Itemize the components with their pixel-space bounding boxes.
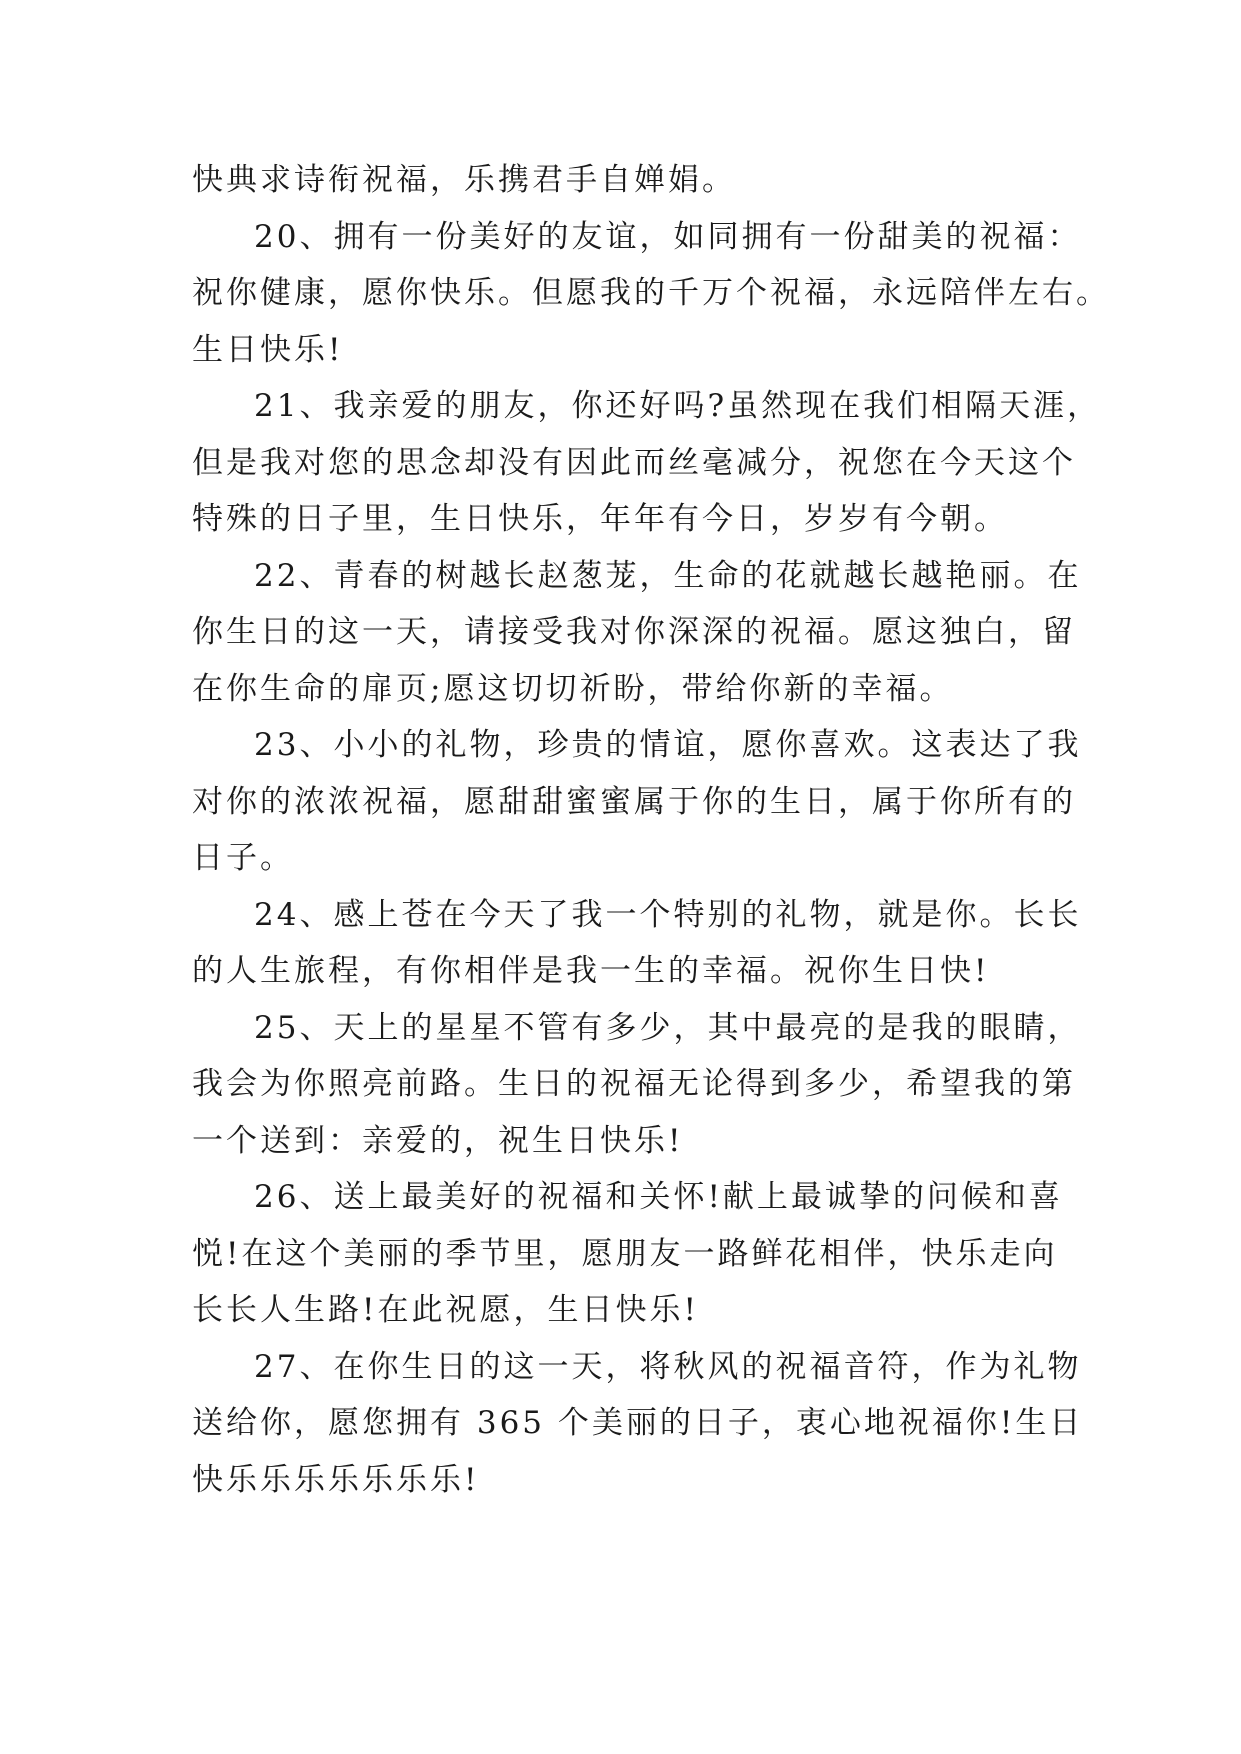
text-line: 一个送到：亲爱的，祝生日快乐!: [192, 1122, 684, 1159]
paragraph-20: [192, 209, 1110, 379]
document-body: [192, 152, 1110, 1508]
text-line: 但是我对您的思念却没有因此而丝毫减分，祝您在今天这个: [192, 444, 1076, 481]
text-line: 悦!在这个美丽的季节里，愿朋友一路鲜花相伴，快乐走向: [192, 1235, 1058, 1272]
text-line: 在你生命的扉页;愿这切切祈盼，带给你新的幸福。: [192, 670, 954, 707]
text-line: 23、小小的礼物，珍贵的情谊，愿你喜欢。这表达了我: [254, 727, 1082, 763]
text-line: 日子。: [192, 840, 294, 876]
text-line: 特殊的日子里，生日快乐，年年有今日，岁岁有今朝。: [192, 501, 1008, 537]
text-line: 你生日的这一天，请接受我对你深深的祝福。愿这独白，留: [192, 614, 1076, 650]
paragraph-21: [192, 378, 1102, 548]
text-line: 的人生旅程，有你相伴是我一生的幸福。祝你生日快!: [192, 953, 990, 989]
text-line: 21、我亲爱的朋友，你还好吗?虽然现在我们相隔天涯，: [254, 388, 1102, 424]
paragraph-26: [192, 1169, 1063, 1339]
text-line: 对你的浓浓祝福，愿甜甜蜜蜜属于你的生日，属于你所有的: [192, 783, 1076, 820]
text-line: 送给你，愿您拥有 365 个美丽的日子，衷心地祝福你!生日: [192, 1405, 1084, 1441]
text-line: 25、天上的星星不管有多少，其中最亮的是我的眼睛，: [254, 1009, 1082, 1046]
text-line: 快典求诗衔祝福，乐携君手自婵娟。: [192, 162, 736, 198]
text-line: 我会为你照亮前路。生日的祝福无论得到多少，希望我的第: [192, 1066, 1076, 1102]
paragraph-continuation: [192, 152, 1052, 209]
text-line: 26、送上最美好的祝福和关怀!献上最诚挚的问候和喜: [254, 1179, 1063, 1215]
text-line: 24、感上苍在今天了我一个特别的礼物，就是你。长长: [254, 896, 1082, 933]
text-line: 生日快乐!: [192, 331, 344, 368]
text-line: 20、拥有一份美好的友谊，如同拥有一份甜美的祝福：: [254, 218, 1082, 255]
paragraph-22: [192, 548, 1082, 718]
text-line: 27、在你生日的这一天，将秋风的祝福音符，作为礼物: [254, 1348, 1082, 1385]
paragraph-27: [192, 1339, 1084, 1509]
paragraph-24: [192, 887, 1082, 1000]
text-line: 22、青春的树越长赵葱茏，生命的花就越长越艳丽。在: [254, 557, 1082, 594]
text-line: 长长人生路!在此祝愿，生日快乐!: [192, 1292, 699, 1328]
text-line: 祝你健康，愿你快乐。但愿我的千万个祝福，永远陪伴左右。: [192, 275, 1110, 311]
text-line: 快乐乐乐乐乐乐乐!: [192, 1461, 480, 1498]
paragraph-23: [192, 717, 1082, 887]
paragraph-25: [192, 1000, 1082, 1170]
